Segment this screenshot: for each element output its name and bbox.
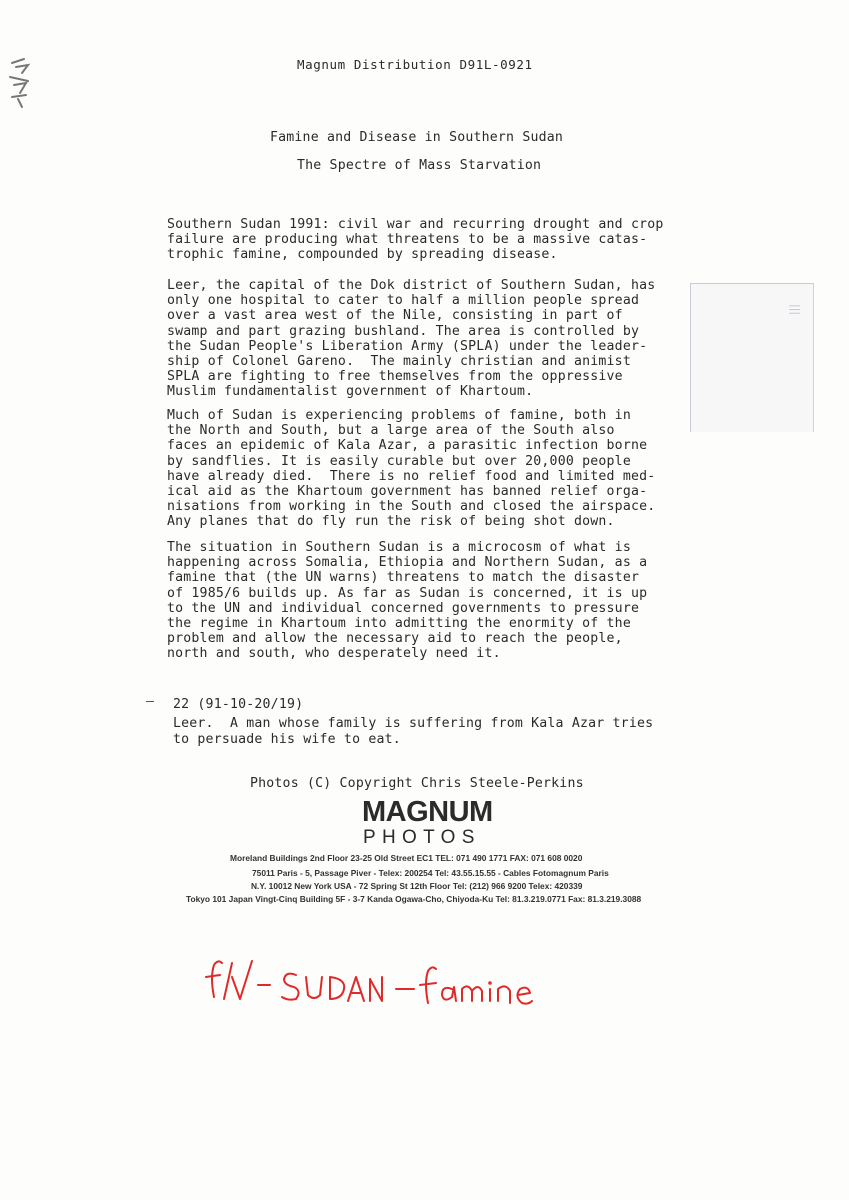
- address-tokyo: Tokyo 101 Japan Vingt-Cinq Building 5F - 3-7 Kanda Ogawa-Cho, Chiyoda-Ku Tel: 81.3.219.0771 Fax: 81.3.219.3088: [186, 894, 642, 904]
- paragraph-situation: The situation in Southern Sudan is a microcosm of what is happening across Somalia, Ethiopia and Northern Sudan, as a famine that (the UN warns) threatens to match the disaster of 1985/6 builds up. As far as Sudan is concerned, it is up to the UN and individual concerned governments to pressure the regime in Khartoum into admitting the enormity of the problem and allow the necessary aid to reach the people, north and south, who desperately need it.: [167, 540, 648, 662]
- stamp-mark: |||: [789, 304, 802, 316]
- paragraph-leer: Leer, the capital of the Dok district of Southern Sudan, has only one hospital to cater to half a million people spread over a vast area west of the Nile, consisting in part of swamp and part grazing bushland. The area is controlled by the Sudan People's Liberation Army (SPLA) under the leader- ship of Colonel Gareno. The mainly christian and animist SPLA are fighting to free themselves from the oppressive Muslim fundamentalist government of Khartoum.: [167, 278, 656, 400]
- magnum-logo-wordmark: MAGNUM: [362, 796, 493, 828]
- paragraph-famine: Much of Sudan is experiencing problems of famine, both in the North and South, but a large area of the South also faces an epidemic of Kala Azar, a parasitic infection borne by sandflies. It is easily curable but over 20,000 people have already died. There is no relief food and limited med- ical aid as the Khartoum government has banned relief orga- nisations from working in the South and closed the airspace. Any planes that do fly run the risk of being shot down.: [167, 408, 656, 530]
- document-subtitle: The Spectre of Mass Starvation: [297, 158, 542, 173]
- paragraph-intro: Southern Sudan 1991: civil war and recurring drought and crop failure are producing what threatens to be a massive catas- trophic famine, compounded by spreading disease.: [167, 217, 664, 263]
- faded-stamp: [690, 283, 814, 432]
- margin-pencil-mark: [2, 55, 42, 115]
- document-title: Famine and Disease in Southern Sudan: [270, 130, 564, 145]
- red-handwritten-note: [200, 955, 545, 1015]
- address-paris: 75011 Paris - 5, Passage Piver - Telex: 200254 Tel: 43.55.15.55 - Cables Fotomagnum Paris: [252, 868, 609, 878]
- caption-text: Leer. A man whose family is suffering from Kala Azar tries to persuade his wife to eat.: [173, 716, 654, 747]
- photos-logo-wordmark: PHOTOS: [363, 827, 481, 848]
- address-london: Moreland Buildings 2nd Floor 23-25 Old Street EC1 TEL: 071 490 1771 FAX: 071 608 0020: [230, 853, 583, 863]
- margin-dash: [146, 701, 154, 702]
- photo-credit: Photos (C) Copyright Chris Steele-Perkins: [250, 776, 584, 791]
- distribution-code: Magnum Distribution D91L-0921: [297, 57, 533, 72]
- address-new-york: N.Y. 10012 New York USA - 72 Spring St 12th Floor Tel: (212) 966 9200 Telex: 420339: [251, 881, 583, 891]
- caption-number: 22 (91-10-20/19): [173, 697, 304, 712]
